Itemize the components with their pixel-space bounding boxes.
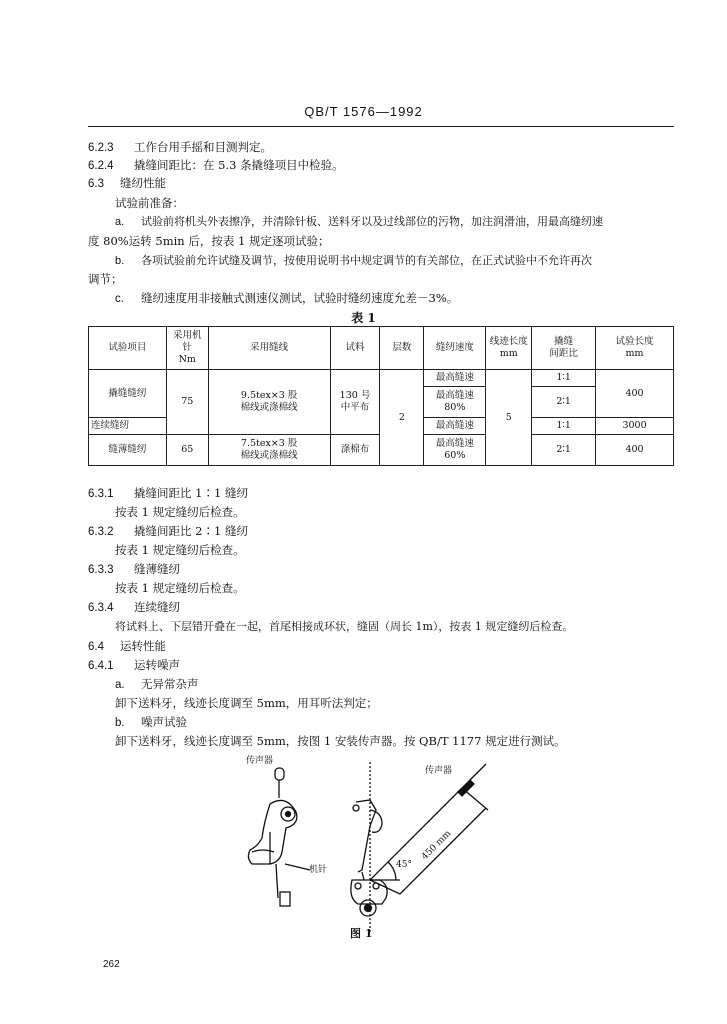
th-item: 试验项目 (89, 327, 167, 370)
cell-ratio-1-1: 1∶1 (532, 370, 596, 387)
noise-item-b: b. 噪声试验 (115, 715, 187, 729)
section-6-2-3: 6.2.3 工作台用手摇和目测判定。 (88, 140, 272, 154)
item-b-line2: 调节； (88, 272, 123, 286)
section-6-3-1: 6.3.1 撬缝间距比 1∶1 缝纫 (88, 486, 248, 500)
cell-speed-60: 最高缝速 60% (424, 435, 486, 466)
page-header: QB/T 1576—1992 (304, 104, 423, 119)
noise-item-a-body: 卸下送料牙，线迹长度调至 5mm，用耳听法判定； (115, 696, 378, 710)
distance-label: 450 mm (420, 828, 454, 863)
cell-item-thin: 缝薄缝纫 (89, 435, 167, 466)
th-stitch-length: 线迹长度 mm (486, 327, 532, 370)
mic-capsule-left (275, 768, 284, 780)
noise-item-b-body: 卸下送料牙，线迹长度调至 5mm，按图 1 安装传声器。按 QB/T 1177 规定进行测试。 (115, 734, 566, 748)
cell-thread-9-5: 9.5tex×3 股 棉线或涤棉线 (208, 370, 330, 435)
item-a-line2: 度 80%运转 5min 后，按表 1 规定逐项试验； (88, 234, 330, 248)
section-6-2-4: 6.2.4 撬缝间距比：在 5.3 条撬缝项目中检验。 (88, 158, 344, 172)
cell-fabric-130: 130 号 中平布 (330, 370, 380, 435)
figure-1-diagram (230, 752, 500, 937)
cell-fabric-tc: 涤棉布 (330, 435, 380, 466)
th-ratio: 撬缝 间距比 (532, 327, 596, 370)
th-thread: 采用缝线 (208, 327, 330, 370)
cell-length-3000: 3000 (596, 418, 674, 435)
section-6-3-1-body: 按表 1 规定缝纫后检查。 (115, 505, 245, 519)
section-6-4-1: 6.4.1 运转噪声 (88, 658, 180, 672)
cell-thread-7-5: 7.5tex×3 股 棉线或涤棉线 (208, 435, 330, 466)
page-number: 262 (103, 959, 120, 970)
section-6-3-4: 6.3.4 连续缝纫 (88, 600, 180, 614)
th-fabric: 试料 (330, 327, 380, 370)
test-spec-table (88, 326, 674, 466)
th-layers: 层数 (380, 327, 424, 370)
section-6-3-3-body: 按表 1 规定缝纫后检查。 (115, 581, 245, 595)
item-a-line1: a. 试验前将机头外表擦净，并清除针板、送料牙以及过线部位的污物，加注润滑油，用最高缝纫速 (115, 215, 603, 228)
section-6-3-4-body: 将试料上、下层错开叠在一起，首尾相接成环状，缝固（周长 1m），按表 1 规定缝纫后检查。 (115, 620, 574, 633)
header-rule (88, 126, 674, 127)
cell-speed-80: 最高缝速 80% (424, 387, 486, 418)
cell-ratio-2-1: 2∶1 (532, 387, 596, 418)
needle-label: 机针 (309, 865, 328, 875)
cell-stitch-length: 5 (486, 370, 532, 466)
table-caption: 表 1 (351, 311, 376, 325)
item-b-line1: b. 各项试验前允许试缝及调节，按使用说明书中规定调节的有关部位，在正式试验中不允许再次 (115, 254, 592, 267)
cell-ratio-2-1b: 2∶1 (532, 435, 596, 466)
cell-length-400a: 400 (596, 370, 674, 418)
cell-item-blind: 撬缝缝纫 (89, 370, 167, 418)
cell-speed-max: 最高缝速 (424, 370, 486, 387)
cell-item-continuous: 连续缝纫 (89, 418, 167, 435)
cell-needle-75: 75 (166, 370, 208, 435)
section-6-3-3: 6.3.3 缝薄缝纫 (88, 562, 180, 576)
prep-heading: 试验前准备： (115, 196, 184, 210)
angle-label: 45° (396, 860, 412, 870)
noise-item-a: a. 无异常杂声 (115, 677, 199, 691)
cell-needle-65: 65 (166, 435, 208, 466)
cell-speed-max-2: 最高缝速 (424, 418, 486, 435)
cell-length-400b: 400 (596, 435, 674, 466)
section-6-4: 6.4 运转性能 (88, 639, 166, 653)
th-needle: 采用机针 Nm (166, 327, 208, 370)
cell-layers: 2 (380, 370, 424, 466)
th-speed: 缝纫速度 (424, 327, 486, 370)
section-6-3: 6.3 缝纫性能 (88, 176, 166, 190)
section-6-3-2-body: 按表 1 规定缝纫后检查。 (115, 543, 245, 557)
table-row (89, 370, 674, 387)
mic-label-left: 传声器 (246, 756, 274, 766)
table-header-row (89, 327, 674, 370)
section-6-3-2: 6.3.2 撬缝间距比 2∶1 缝纫 (88, 524, 248, 538)
figure-caption: 图 1 (350, 927, 373, 940)
mic-label-right: 传声器 (425, 766, 453, 776)
item-c: c. 缝纫速度用非接触式测速仪测试，试验时缝纫速度允差－3%。 (115, 291, 459, 305)
th-test-length: 试验长度 mm (596, 327, 674, 370)
cell-ratio-1-1b: 1∶1 (532, 418, 596, 435)
